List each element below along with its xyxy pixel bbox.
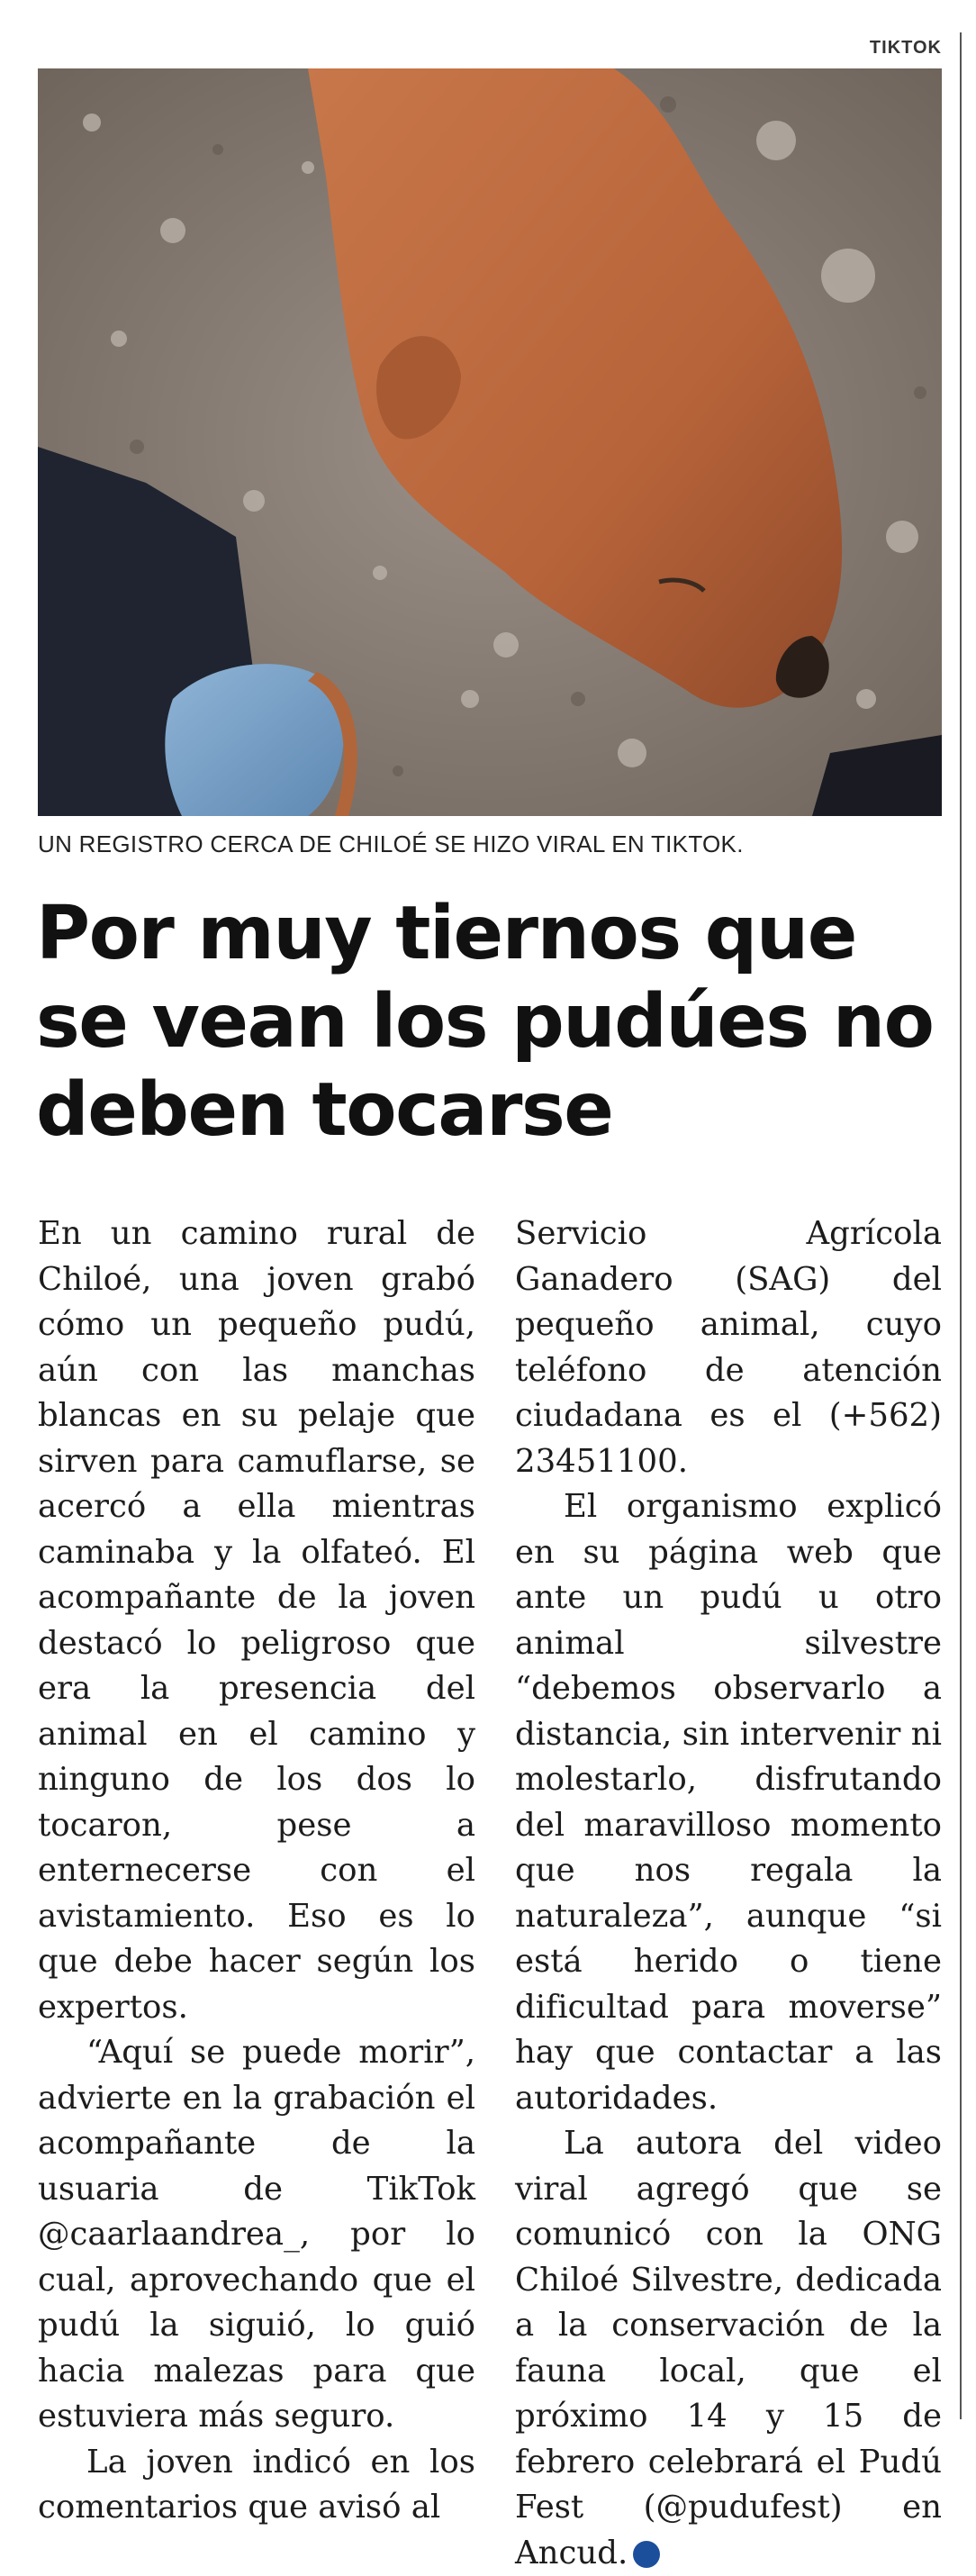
headline-line: deben tocarse — [36, 1067, 613, 1153]
article-column-left — [38, 1211, 475, 2531]
article-column-right — [515, 1211, 942, 2576]
paragraph-text: La autora del video viral agregó que se comunicó con la ONG Chiloé Silvestre, dedicada a la conservación de la fauna local, que el próximo 14 y 15 de febrero celebrará el Pudú Fest (@pudufest) en Ancud. — [515, 2125, 942, 2571]
paragraph: Servicio Agrícola Ganadero (SAG) del pequeño animal, cuyo teléfono de atención ciudadana es el (+562) 23451100. — [515, 1215, 942, 1480]
photo-caption: UN REGISTRO CERCA DE CHILOÉ SE HIZO VIRAL EN TIKTOK. — [38, 830, 744, 857]
headline-line: se vean los pudúes no — [36, 979, 934, 1065]
paragraph-final — [515, 2121, 942, 2576]
article-photo — [38, 68, 942, 816]
headline-line: Por muy tiernos que — [36, 891, 856, 976]
paragraph: El organismo explicó en su página web que ante un pudú u otro animal silvestre “debemos observarlo a distancia, sin intervenir ni molestarlo, disfrutando del maravilloso momento que nos regala la naturaleza”, aunque “si está herido o tiene dificultad para moverse” hay que contactar a las autoridades. — [515, 1488, 942, 2117]
column-rule — [960, 32, 962, 2419]
article-headline — [36, 890, 945, 1155]
paragraph: En un camino rural de Chiloé, una joven grabó cómo un pequeño pudú, aún con las manchas blancas en su pelaje que sirven para camuflarse, se acercó a ella mientras caminaba y la olfateó. El acompañante de la joven destacó lo peligroso que era la presencia del animal en el camino y ninguno de los dos lo tocaron, pese a enternecerse con el avistamiento. Eso es lo que debe hacer según los expertos. — [38, 1215, 475, 2026]
end-mark-icon: ✪ — [633, 2541, 660, 2568]
paragraph: “Aquí se puede morir”, advierte en la grabación el acompañante de la usuaria de TikTok @caarlaandrea_, por lo cual, aprovechando que el pudú la siguió, lo guió hacia malezas para que estuviera más seguro. — [38, 2034, 475, 2435]
paragraph: La joven indicó en los comentarios que avisó al — [38, 2443, 475, 2526]
photo-credit: TIKTOK — [869, 38, 942, 58]
pudu-photo-illustration — [38, 68, 942, 816]
